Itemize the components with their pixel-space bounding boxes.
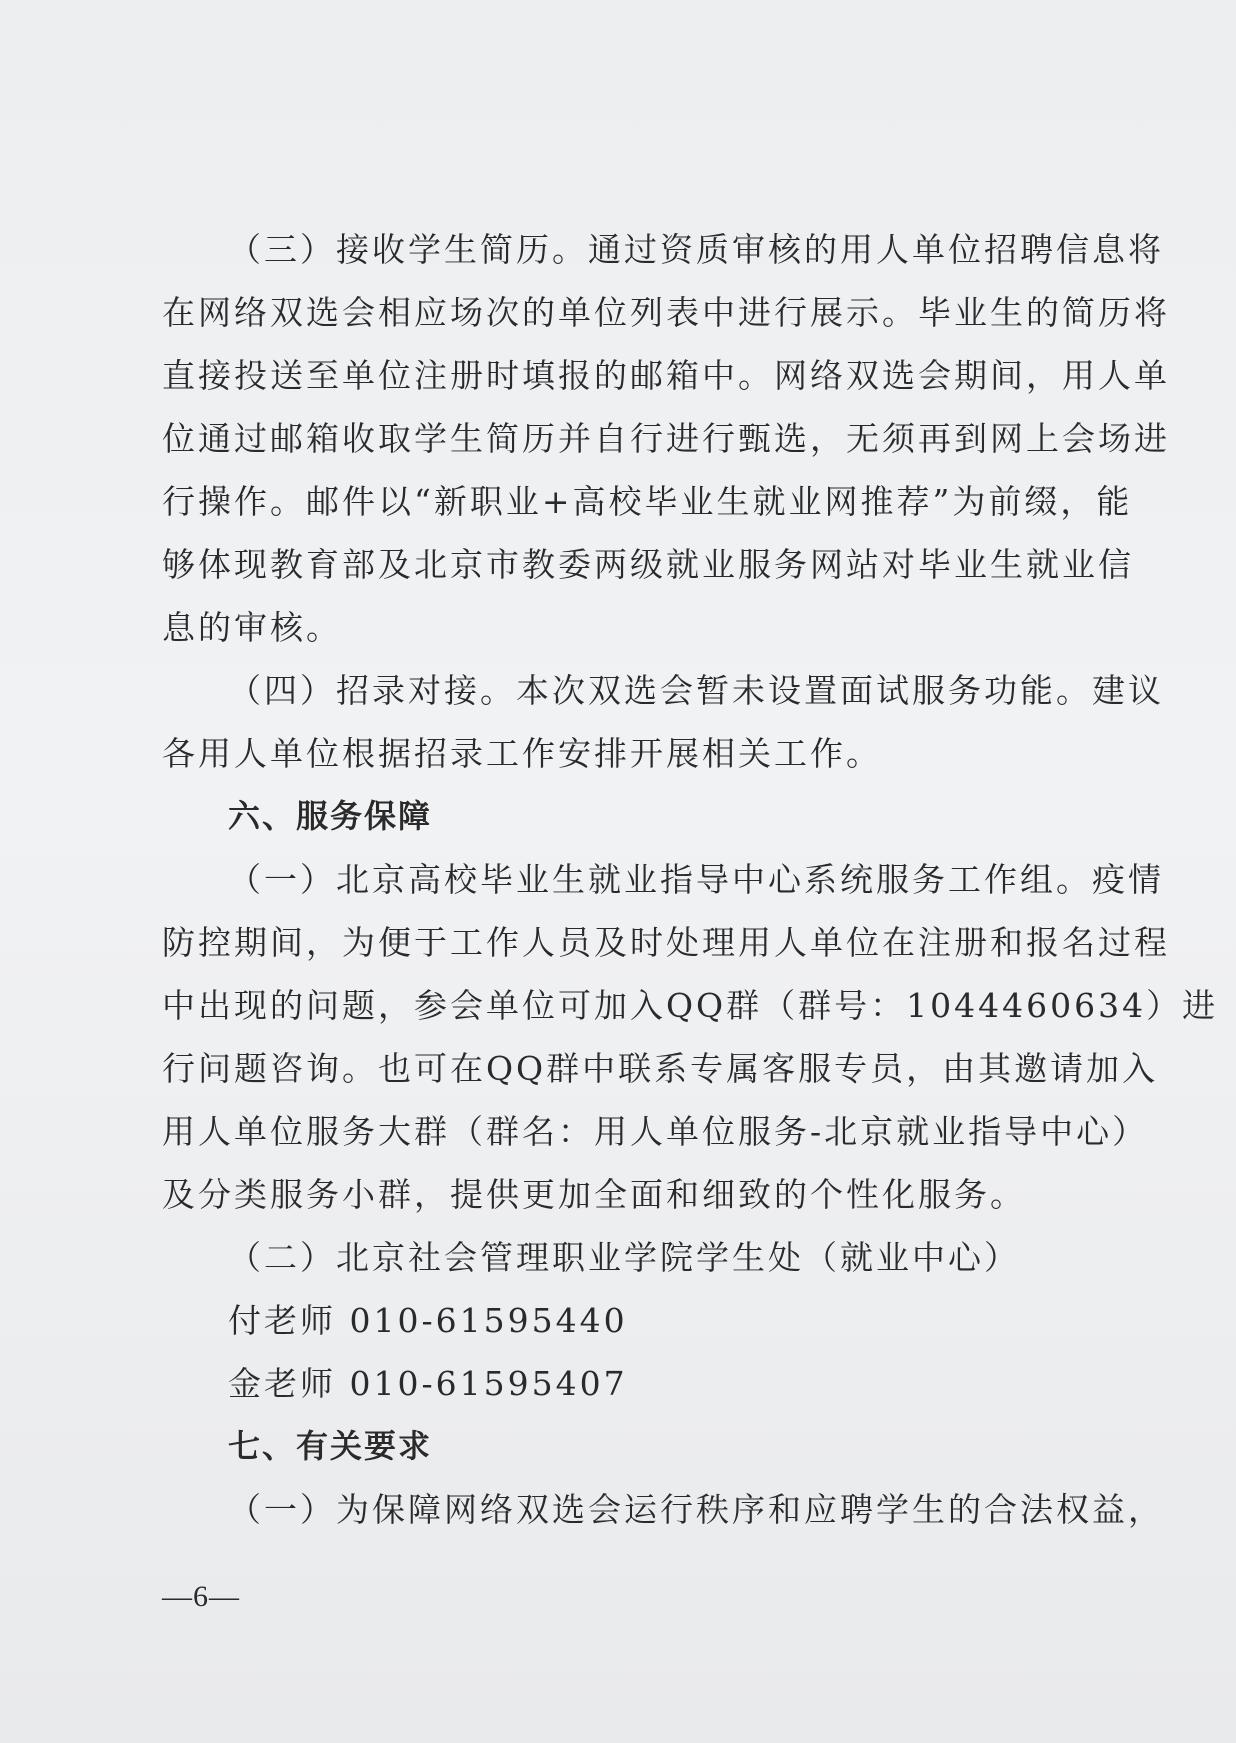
paragraph-line: 各用人单位根据招录工作安排开展相关工作。 [162, 734, 882, 773]
paragraph-line: （四）招录对接。本次双选会暂未设置面试服务功能。建议 [228, 671, 1164, 710]
contact-line: 金老师 010-61595407 [228, 1364, 628, 1403]
paragraph-line: 行操作。邮件以“新职业+高校毕业生就业网推荐”为前缀，能 [162, 482, 1133, 521]
paragraph-line: （一）为保障网络双选会运行秩序和应聘学生的合法权益， [228, 1490, 1164, 1529]
page-number: —6— [162, 1580, 240, 1613]
document-body [162, 218, 1219, 1541]
paragraph-line: 息的审核。 [162, 608, 342, 647]
paragraph-line: 及分类服务小群，提供更加全面和细致的个性化服务。 [162, 1175, 1026, 1214]
paragraph-line: 行问题咨询。也可在QQ群中联系专属客服专员，由其邀请加入 [162, 1049, 1159, 1088]
paragraph-line: （一）北京高校毕业生就业指导中心系统服务工作组。疫情 [228, 860, 1164, 899]
paragraph-line: 直接投送至单位注册时填报的邮箱中。网络双选会期间，用人单 [162, 356, 1170, 395]
contact-line: 付老师 010-61595440 [228, 1301, 628, 1340]
paragraph-line: （三）接收学生简历。通过资质审核的用人单位招聘信息将 [228, 230, 1164, 269]
section-heading: 七、有关要求 [228, 1427, 433, 1465]
paragraph-line: 防控期间，为便于工作人员及时处理用人单位在注册和报名过程 [162, 923, 1170, 962]
paragraph-line: 中出现的问题，参会单位可加入QQ群（群号：1044460634）进 [162, 986, 1219, 1025]
paragraph-line: 位通过邮箱收取学生简历并自行进行甄选，无须再到网上会场进 [162, 419, 1170, 458]
paragraph-line: （二）北京社会管理职业学院学生处（就业中心） [228, 1238, 1020, 1277]
paragraph-line: 够体现教育部及北京市教委两级就业服务网站对毕业生就业信 [162, 545, 1134, 584]
section-heading: 六、服务保障 [228, 797, 433, 835]
paragraph-line: 用人单位服务大群（群名：用人单位服务-北京就业指导中心） [162, 1112, 1149, 1151]
paragraph-line: 在网络双选会相应场次的单位列表中进行展示。毕业生的简历将 [162, 293, 1170, 332]
